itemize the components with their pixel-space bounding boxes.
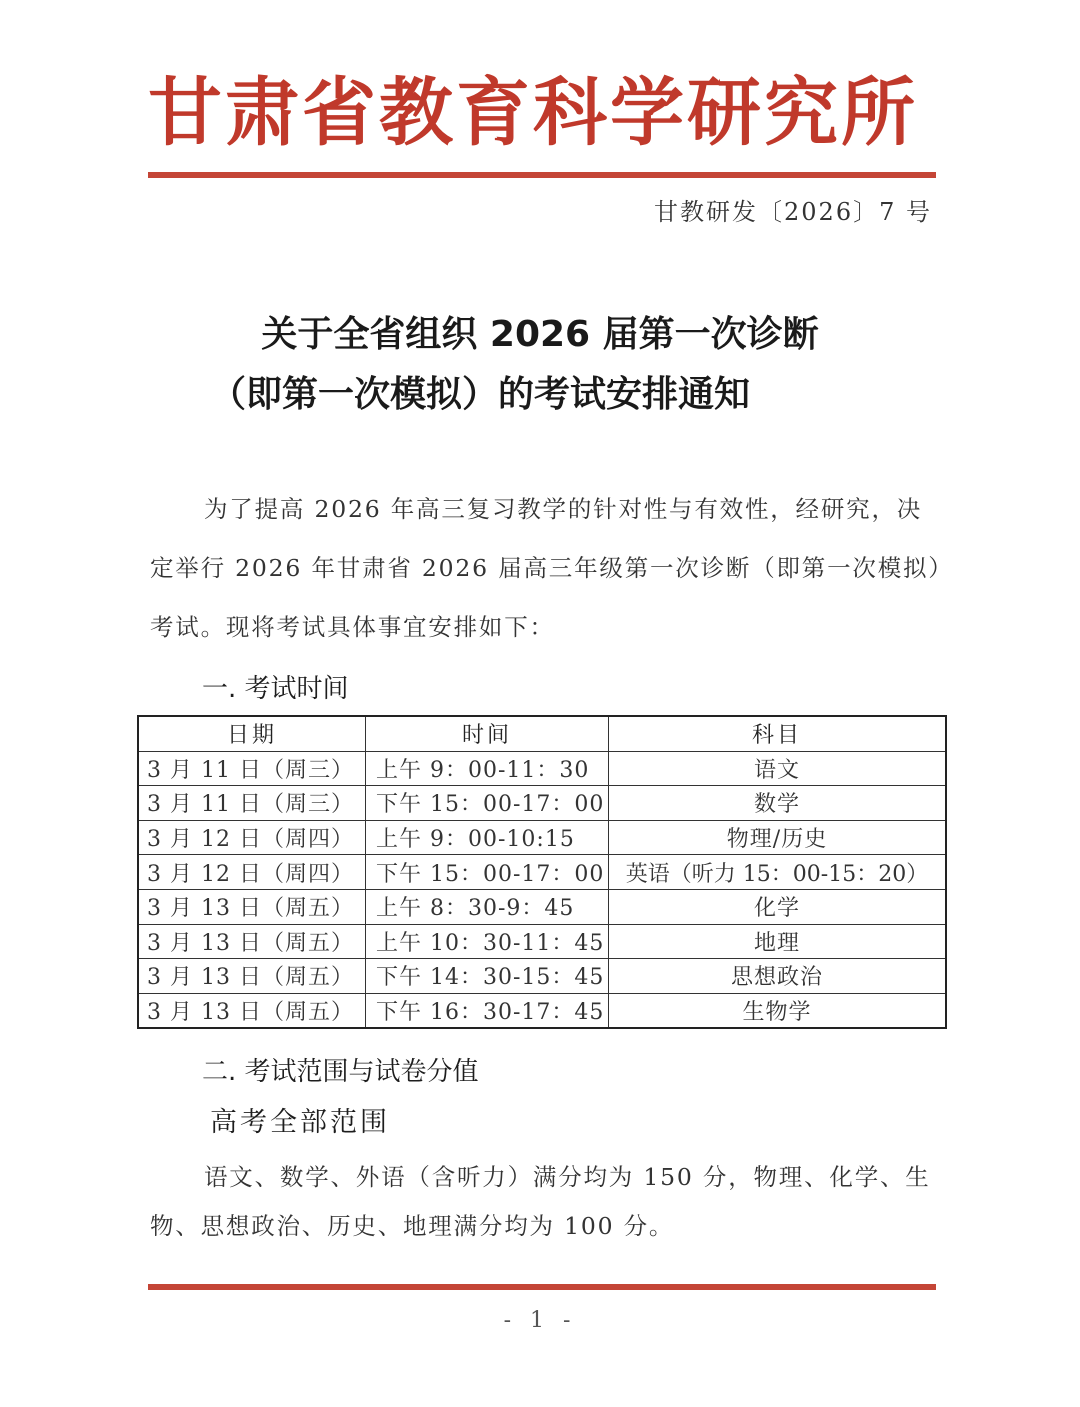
- document-number: 甘教研发〔2026〕7 号: [654, 198, 932, 226]
- notice-title-line-1: 关于全省组织 2026 届第一次诊断: [261, 314, 819, 355]
- column-header-subject: 科目: [609, 716, 947, 751]
- header-red-rule: [148, 172, 936, 178]
- intro-paragraph-line-3: 考试。现将考试具体事宜安排如下：: [150, 613, 555, 641]
- exam-schedule-table: [137, 715, 947, 1029]
- table-row: [138, 924, 946, 959]
- cell-time: 下午 15：00-17：00: [366, 855, 609, 890]
- cell-subject: 数学: [609, 786, 947, 821]
- table-header-row: [138, 716, 946, 751]
- score-paragraph-line-2: 物、思想政治、历史、地理满分均为 100 分。: [150, 1212, 675, 1240]
- cell-subject: 物理/历史: [609, 820, 947, 855]
- cell-subject: 地理: [609, 924, 947, 959]
- intro-paragraph-line-1: 为了提高 2026 年高三复习教学的针对性与有效性，经研究，决: [204, 495, 923, 523]
- table-row: [138, 959, 946, 994]
- table-row: [138, 855, 946, 890]
- cell-date: 3 月 12 日（周四）: [138, 820, 366, 855]
- section-heading-exam-scope: 二. 考试范围与试卷分值: [202, 1057, 479, 1087]
- cell-date: 3 月 13 日（周五）: [138, 924, 366, 959]
- table-row: [138, 820, 946, 855]
- cell-time: 下午 14：30-15：45: [366, 959, 609, 994]
- cell-subject: 化学: [609, 889, 947, 924]
- table-row: [138, 889, 946, 924]
- exam-scope-subheading: 高考全部范围: [210, 1107, 390, 1138]
- organization-header-title: 甘肃省教育科学研究所: [148, 70, 918, 156]
- table-row: [138, 993, 946, 1028]
- cell-date: 3 月 13 日（周五）: [138, 993, 366, 1028]
- cell-date: 3 月 12 日（周四）: [138, 855, 366, 890]
- cell-date: 3 月 13 日（周五）: [138, 889, 366, 924]
- column-header-date: 日期: [138, 716, 366, 751]
- page-number: - 1 -: [503, 1308, 577, 1333]
- cell-time: 下午 15：00-17：00: [366, 786, 609, 821]
- score-paragraph-line-1: 语文、数学、外语（含听力）满分均为 150 分，物理、化学、生: [204, 1163, 931, 1191]
- intro-paragraph-line-2: 定举行 2026 年甘肃省 2026 届高三年级第一次诊断（即第一次模拟）: [150, 554, 954, 582]
- cell-date: 3 月 11 日（周三）: [138, 786, 366, 821]
- cell-subject: 生物学: [609, 993, 947, 1028]
- table-row: [138, 751, 946, 786]
- column-header-time: 时间: [366, 716, 609, 751]
- cell-time: 上午 9：00-11：30: [366, 751, 609, 786]
- notice-title-line-2: （即第一次模拟）的考试安排通知: [209, 374, 750, 415]
- cell-time: 上午 10：30-11：45: [366, 924, 609, 959]
- cell-subject: 思想政治: [609, 959, 947, 994]
- cell-subject: 英语（听力 15：00-15：20）: [609, 855, 947, 890]
- cell-date: 3 月 11 日（周三）: [138, 751, 366, 786]
- cell-time: 上午 9：00-10:15: [366, 820, 609, 855]
- cell-subject: 语文: [609, 751, 947, 786]
- cell-time: 上午 8：30-9：45: [366, 889, 609, 924]
- cell-time: 下午 16：30-17：45: [366, 993, 609, 1028]
- cell-date: 3 月 13 日（周五）: [138, 959, 366, 994]
- table-row: [138, 786, 946, 821]
- section-heading-exam-time: 一. 考试时间: [202, 674, 349, 704]
- footer-red-rule: [148, 1284, 936, 1290]
